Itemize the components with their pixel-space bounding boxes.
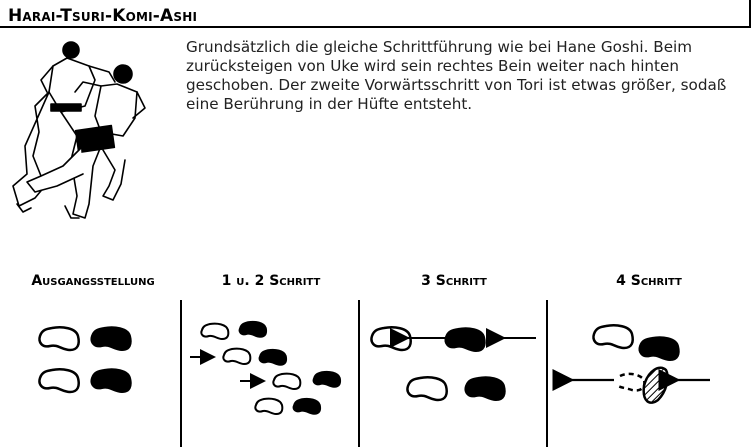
uke-foot-previous-outline xyxy=(618,374,644,391)
page-title: Harai-Tsuri-Komi-Ashi xyxy=(8,6,198,26)
footwork-panel-step-4 xyxy=(548,300,753,447)
step-label-4: 4 Schritt xyxy=(616,273,682,289)
uke-foot-front xyxy=(445,328,484,351)
footwork-panel-start xyxy=(0,300,180,447)
footwork-panel-step-1-2 xyxy=(182,300,358,447)
tori-foot-step2 xyxy=(273,374,300,389)
tori-left-foot xyxy=(39,327,78,350)
uke-right-foot xyxy=(91,369,130,392)
step-label-3: 3 Schritt xyxy=(421,273,487,289)
uke-foot-back xyxy=(465,377,504,400)
judo-throw-illustration xyxy=(5,36,155,232)
uke-foot-b xyxy=(259,350,286,365)
step-label-start: Ausgangsstellung xyxy=(31,273,155,289)
uke-foot-d xyxy=(293,399,320,414)
tori-foot-step1 xyxy=(223,349,250,364)
uke-front-foot xyxy=(639,337,678,360)
uke-foot-a xyxy=(239,322,266,337)
tori-right-foot xyxy=(39,369,78,392)
tori-front-foot xyxy=(593,325,632,348)
title-border-right xyxy=(749,0,751,28)
tori-foot xyxy=(371,327,410,350)
tori-foot-back xyxy=(407,377,446,400)
tori-foot-start xyxy=(201,324,228,339)
title-underline xyxy=(0,26,751,28)
uke-left-foot xyxy=(91,327,130,350)
footwork-panel-step-3 xyxy=(360,300,546,447)
tori-foot-d xyxy=(255,399,282,414)
step-label-1-2: 1 u. 2 Schritt xyxy=(221,273,321,289)
uke-swept-foot-hatched xyxy=(644,368,668,403)
uke-foot-c xyxy=(313,372,340,387)
technique-description: Grundsätzlich die gleiche Schrittführung wie bei Hane Goshi. Beim zurücksteigen von Uke wird sein rechtes Bein weiter nach hinten geschoben. Der zweite Vorwärtsschritt von Tori ist etwas größer, sodaß eine Berührung in der Hüfte entsteht. xyxy=(186,38,727,113)
